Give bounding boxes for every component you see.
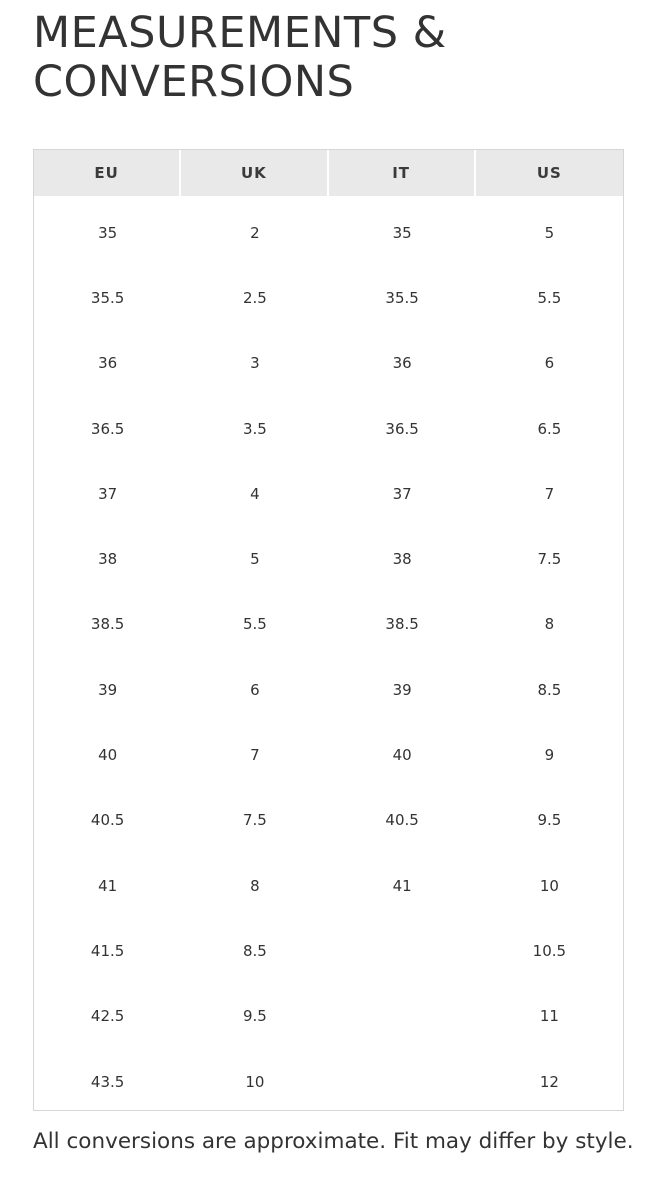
size-conversion-table xyxy=(33,149,624,1111)
cell-it: 36 xyxy=(392,354,412,373)
table-row xyxy=(34,722,623,787)
cell-uk: 5 xyxy=(250,550,260,569)
cell-eu: 41 xyxy=(98,876,118,895)
cell-it: 38 xyxy=(392,550,412,569)
table-row xyxy=(34,853,623,918)
cell-eu: 35.5 xyxy=(90,288,125,307)
cell-eu: 37 xyxy=(98,484,118,503)
table-row xyxy=(34,1049,623,1114)
cell-us: 8.5 xyxy=(537,680,562,699)
cell-us: 9.5 xyxy=(537,811,562,830)
footnote: All conversions are approximate. Fit may differ by style. xyxy=(33,1129,634,1154)
header-it: IT xyxy=(329,150,476,196)
cell-eu: 40.5 xyxy=(90,811,125,830)
size-table xyxy=(34,150,623,1114)
header-uk: UK xyxy=(181,150,328,196)
cell-eu: 39 xyxy=(98,680,118,699)
cell-us: 7.5 xyxy=(537,550,562,569)
cell-us: 6 xyxy=(544,354,555,373)
table-row xyxy=(34,196,623,265)
cell-us: 7 xyxy=(544,484,555,503)
header-row xyxy=(34,150,623,196)
table-row xyxy=(34,526,623,591)
cell-us: 10 xyxy=(539,876,559,895)
table-row xyxy=(34,788,623,853)
cell-uk: 8 xyxy=(250,876,260,895)
cell-eu: 38 xyxy=(98,550,118,569)
cell-uk: 3.5 xyxy=(242,419,267,438)
cell-uk: 2 xyxy=(250,223,260,242)
cell-it xyxy=(329,1049,476,1114)
cell-uk: 2.5 xyxy=(242,288,267,307)
table-row xyxy=(34,461,623,526)
cell-uk: 8.5 xyxy=(242,941,267,960)
table-header xyxy=(34,150,623,196)
cell-us: 11 xyxy=(539,1007,559,1026)
cell-eu: 35 xyxy=(98,223,118,242)
cell-uk: 6 xyxy=(250,680,260,699)
page-title: MEASUREMENTS & CONVERSIONS xyxy=(33,8,447,107)
cell-it: 37 xyxy=(392,484,412,503)
cell-eu: 36 xyxy=(98,354,118,373)
cell-eu: 38.5 xyxy=(90,615,125,634)
table-row xyxy=(34,331,623,396)
table-row xyxy=(34,396,623,461)
cell-it: 39 xyxy=(392,680,412,699)
cell-it xyxy=(329,918,476,983)
cell-eu: 42.5 xyxy=(90,1007,125,1026)
cell-uk: 7.5 xyxy=(242,811,267,830)
cell-uk: 9.5 xyxy=(242,1007,267,1026)
cell-us: 12 xyxy=(539,1072,559,1091)
cell-it: 40 xyxy=(392,746,412,765)
cell-uk: 5.5 xyxy=(242,615,267,634)
cell-it: 36.5 xyxy=(385,419,419,438)
cell-it xyxy=(329,984,476,1049)
cell-it: 40.5 xyxy=(385,811,419,830)
cell-eu: 43.5 xyxy=(90,1072,125,1091)
cell-eu: 40 xyxy=(98,746,118,765)
table-row xyxy=(34,265,623,330)
header-eu: EU xyxy=(34,150,181,196)
cell-eu: 41.5 xyxy=(90,941,125,960)
cell-uk: 7 xyxy=(250,746,260,765)
cell-us: 8 xyxy=(544,615,555,634)
table-row xyxy=(34,918,623,983)
table-row xyxy=(34,984,623,1049)
cell-us: 5 xyxy=(544,223,555,242)
header-us: US xyxy=(476,150,623,196)
cell-it: 38.5 xyxy=(385,615,419,634)
cell-us: 10.5 xyxy=(532,941,567,960)
cell-us: 5.5 xyxy=(537,288,562,307)
cell-it: 35 xyxy=(392,223,412,242)
cell-eu: 36.5 xyxy=(90,419,125,438)
cell-uk: 4 xyxy=(250,484,260,503)
table-body xyxy=(34,196,623,1114)
cell-uk: 10 xyxy=(245,1072,265,1091)
cell-us: 9 xyxy=(544,746,555,765)
table-row xyxy=(34,657,623,722)
cell-uk: 3 xyxy=(250,354,260,373)
cell-it: 35.5 xyxy=(385,288,419,307)
cell-it: 41 xyxy=(392,876,412,895)
cell-us: 6.5 xyxy=(537,419,562,438)
table-row xyxy=(34,592,623,657)
